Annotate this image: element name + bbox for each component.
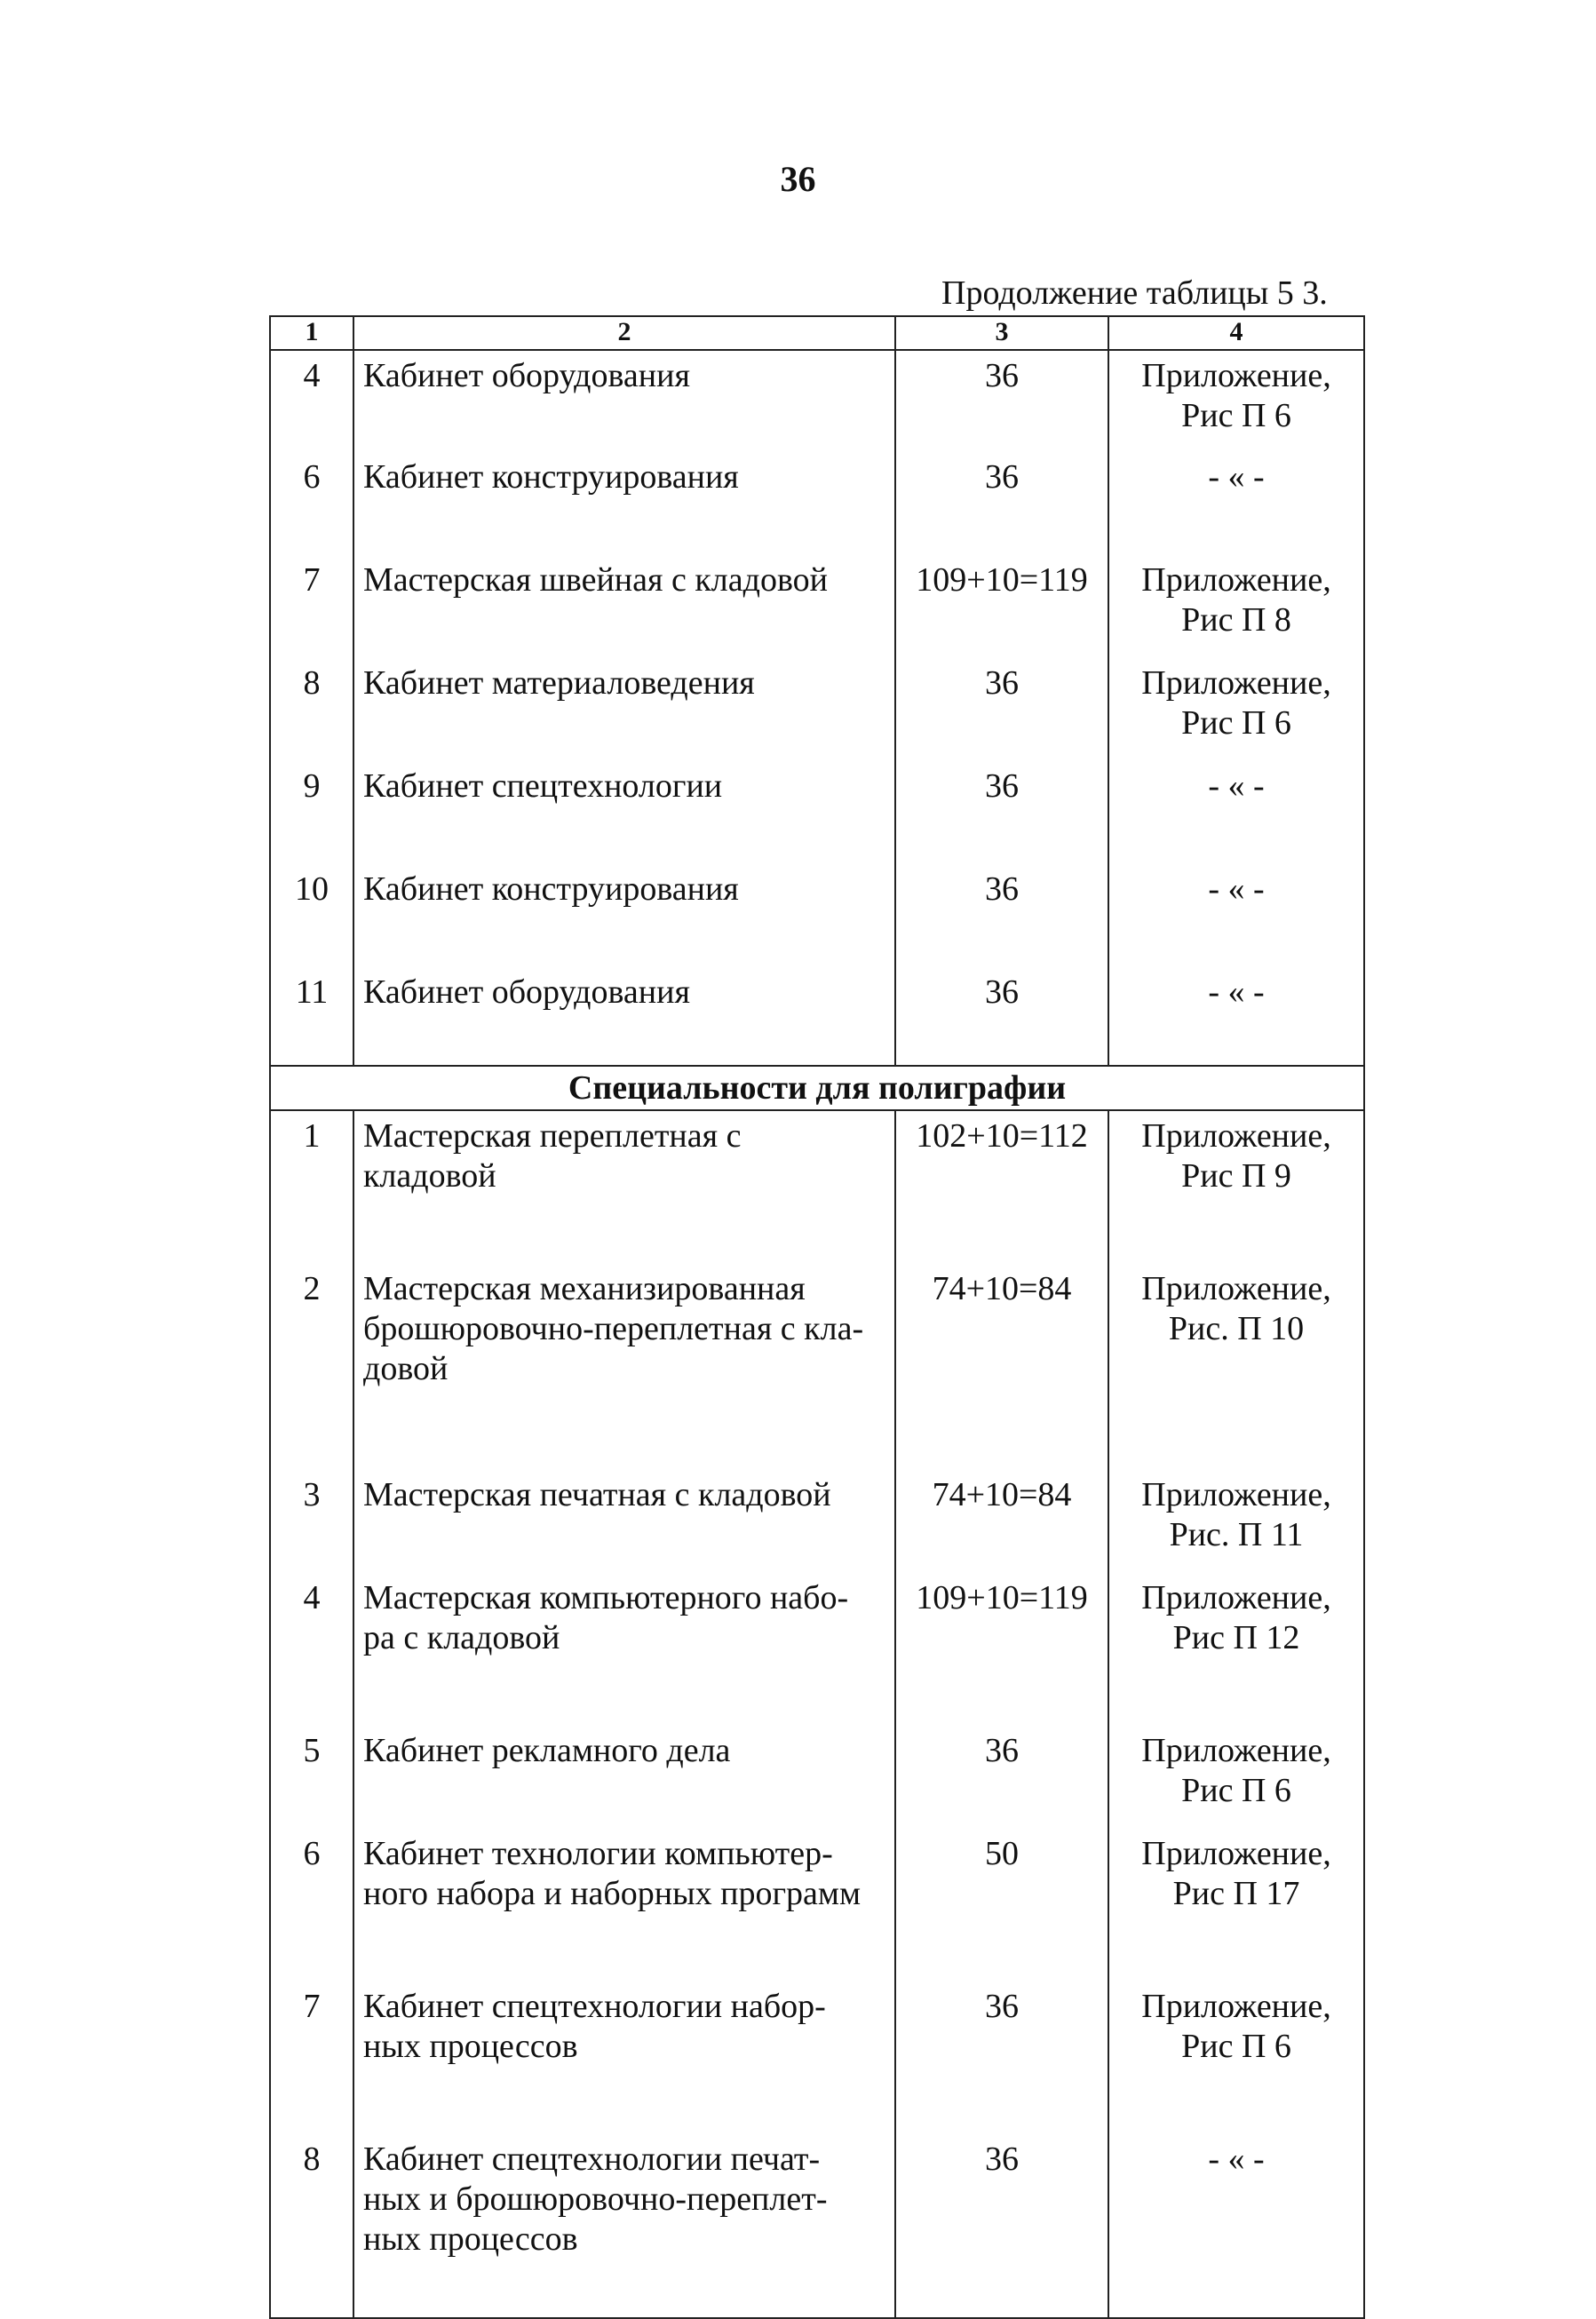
- row-number-cell: 4: [270, 1573, 353, 1726]
- reference-line: - « -: [1208, 870, 1265, 908]
- table-row: [270, 658, 1364, 761]
- reference-cell: [1108, 967, 1364, 1047]
- room-name-line: довой: [363, 1350, 449, 1387]
- reference-cell: [1108, 1110, 1364, 1264]
- column-header: 3: [895, 316, 1108, 350]
- area-cell: 36: [895, 1981, 1108, 2134]
- rooms-table: [269, 315, 1365, 2319]
- reference-cell: [1108, 1573, 1364, 1726]
- reference-line: - « -: [1208, 973, 1265, 1011]
- room-name-line: Кабинет оборудования: [363, 973, 690, 1011]
- area-cell: 102+10=112: [895, 1110, 1108, 1264]
- room-name-line: Мастерская печатная с кладовой: [363, 1476, 831, 1513]
- reference-line: Рис П 8: [1181, 601, 1291, 639]
- reference-line: Рис П 9: [1181, 1157, 1291, 1195]
- reference-cell: [1108, 350, 1364, 452]
- table-row: [270, 1829, 1364, 1981]
- room-name-cell: [353, 2134, 895, 2318]
- reference-cell: [1108, 1264, 1364, 1470]
- area-cell: 36: [895, 350, 1108, 452]
- room-name-line: Мастерская компьютерного набо-: [363, 1579, 849, 1616]
- area-cell: 36: [895, 2134, 1108, 2318]
- room-name-cell: [353, 1264, 895, 1470]
- area-cell: 36: [895, 452, 1108, 555]
- table-row: [270, 2134, 1364, 2318]
- room-name-cell: [353, 1829, 895, 1981]
- room-name-line: кладовой: [363, 1157, 496, 1195]
- table-row: [270, 967, 1364, 1047]
- row-number-cell: 8: [270, 2134, 353, 2318]
- reference-line: Приложение,: [1141, 1270, 1331, 1307]
- reference-line: Приложение,: [1141, 664, 1331, 702]
- section-row: [270, 1066, 1364, 1110]
- row-number-cell: 8: [270, 658, 353, 761]
- spacer-cell: [895, 1047, 1108, 1066]
- room-name-cell: [353, 1110, 895, 1264]
- reference-line: - « -: [1208, 458, 1265, 496]
- area-cell: 74+10=84: [895, 1264, 1108, 1470]
- table-row: [270, 1981, 1364, 2134]
- row-number-cell: 6: [270, 452, 353, 555]
- room-name-line: Кабинет конструирования: [363, 870, 739, 908]
- column-header: 2: [353, 316, 895, 350]
- table-caption: Продолжение таблицы 5 3.: [941, 274, 1328, 312]
- table-row: [270, 452, 1364, 555]
- row-number-cell: 7: [270, 1981, 353, 2134]
- row-number-cell: 5: [270, 1726, 353, 1829]
- room-name-line: ного набора и наборных программ: [363, 1875, 861, 1912]
- reference-cell: [1108, 658, 1364, 761]
- room-name-line: Кабинет рекламного дела: [363, 1732, 731, 1769]
- area-cell: 36: [895, 658, 1108, 761]
- area-cell: 109+10=119: [895, 1573, 1108, 1726]
- table-row: [270, 555, 1364, 658]
- room-name-line: Кабинет материаловедения: [363, 664, 755, 702]
- room-name-cell: [353, 1726, 895, 1829]
- row-number-cell: 9: [270, 761, 353, 864]
- reference-line: Рис. П 11: [1169, 1516, 1304, 1553]
- room-name-line: Кабинет оборудования: [363, 357, 690, 394]
- spacer-row: [270, 1047, 1364, 1066]
- area-cell: 36: [895, 1726, 1108, 1829]
- section-title: Специальности для полиграфии: [270, 1066, 1364, 1110]
- room-name-line: Мастерская механизированная: [363, 1270, 806, 1307]
- room-name-cell: [353, 452, 895, 555]
- reference-line: Приложение,: [1141, 1117, 1331, 1155]
- reference-cell: [1108, 1470, 1364, 1573]
- reference-cell: [1108, 1726, 1364, 1829]
- reference-line: Рис П 12: [1172, 1619, 1300, 1656]
- room-name-cell: [353, 1470, 895, 1573]
- room-name-line: Кабинет спецтехнологии набор-: [363, 1988, 826, 2025]
- page-number: 36: [780, 159, 816, 199]
- column-header: 1: [270, 316, 353, 350]
- room-name-line: Кабинет спецтехнологии печат-: [363, 2140, 821, 2178]
- reference-line: Рис. П 10: [1168, 1310, 1305, 1347]
- reference-line: Рис П 6: [1181, 397, 1291, 434]
- reference-line: Рис П 6: [1181, 1772, 1291, 1809]
- room-name-cell: [353, 761, 895, 864]
- row-number-cell: 7: [270, 555, 353, 658]
- reference-line: Приложение,: [1141, 1835, 1331, 1872]
- table-row: [270, 761, 1364, 864]
- spacer-cell: [270, 1047, 353, 1066]
- area-cell: 36: [895, 864, 1108, 967]
- room-name-line: ных процессов: [363, 2220, 578, 2258]
- room-name-line: Кабинет технологии компьютер-: [363, 1835, 833, 1872]
- room-name-line: брошюровочно-переплетная с кла-: [363, 1310, 864, 1347]
- reference-cell: [1108, 555, 1364, 658]
- room-name-line: ных процессов: [363, 2028, 578, 2065]
- room-name-cell: [353, 1981, 895, 2134]
- reference-cell: [1108, 761, 1364, 864]
- room-name-cell: [353, 864, 895, 967]
- reference-line: Приложение,: [1141, 1988, 1331, 2025]
- column-header: 4: [1108, 316, 1364, 350]
- room-name-cell: [353, 350, 895, 452]
- row-number-cell: 2: [270, 1264, 353, 1470]
- area-cell: 74+10=84: [895, 1470, 1108, 1573]
- reference-line: Приложение,: [1141, 357, 1331, 394]
- area-cell: 109+10=119: [895, 555, 1108, 658]
- reference-cell: [1108, 452, 1364, 555]
- row-number-cell: 10: [270, 864, 353, 967]
- area-cell: 36: [895, 967, 1108, 1047]
- reference-line: Рис П 6: [1181, 704, 1291, 742]
- reference-line: - « -: [1208, 767, 1265, 805]
- room-name-cell: [353, 555, 895, 658]
- room-name-cell: [353, 967, 895, 1047]
- reference-line: Приложение,: [1141, 1476, 1331, 1513]
- table-row: [270, 350, 1364, 452]
- room-name-line: Кабинет конструирования: [363, 458, 739, 496]
- room-name-line: Мастерская переплетная с: [363, 1117, 742, 1155]
- room-name-line: Кабинет спецтехнологии: [363, 767, 723, 805]
- row-number-cell: 1: [270, 1110, 353, 1264]
- row-number-cell: 3: [270, 1470, 353, 1573]
- row-number-cell: 4: [270, 350, 353, 452]
- reference-cell: [1108, 1981, 1364, 2134]
- reference-line: - « -: [1208, 2140, 1265, 2178]
- reference-cell: [1108, 2134, 1364, 2318]
- room-name-line: Мастерская швейная с кладовой: [363, 561, 828, 599]
- reference-line: Приложение,: [1141, 1732, 1331, 1769]
- room-name-cell: [353, 658, 895, 761]
- reference-line: Приложение,: [1141, 561, 1331, 599]
- spacer-cell: [353, 1047, 895, 1066]
- spacer-cell: [1108, 1047, 1364, 1066]
- area-cell: 50: [895, 1829, 1108, 1981]
- row-number-cell: 6: [270, 1829, 353, 1981]
- table-row: [270, 1726, 1364, 1829]
- room-name-cell: [353, 1573, 895, 1726]
- area-cell: 36: [895, 761, 1108, 864]
- room-name-line: ра с кладовой: [363, 1619, 560, 1656]
- table-body: [270, 316, 1364, 2318]
- table-row: [270, 1264, 1364, 1470]
- table-header-row: [270, 316, 1364, 350]
- reference-cell: [1108, 1829, 1364, 1981]
- row-number-cell: 11: [270, 967, 353, 1047]
- table-row: [270, 864, 1364, 967]
- table-row: [270, 1573, 1364, 1726]
- reference-cell: [1108, 864, 1364, 967]
- reference-line: Рис П 17: [1172, 1875, 1300, 1912]
- room-name-line: ных и брошюровочно-переплет-: [363, 2180, 828, 2218]
- table-row: [270, 1110, 1364, 1264]
- reference-line: Приложение,: [1141, 1579, 1331, 1616]
- table-row: [270, 1470, 1364, 1573]
- reference-line: Рис П 6: [1181, 2028, 1291, 2065]
